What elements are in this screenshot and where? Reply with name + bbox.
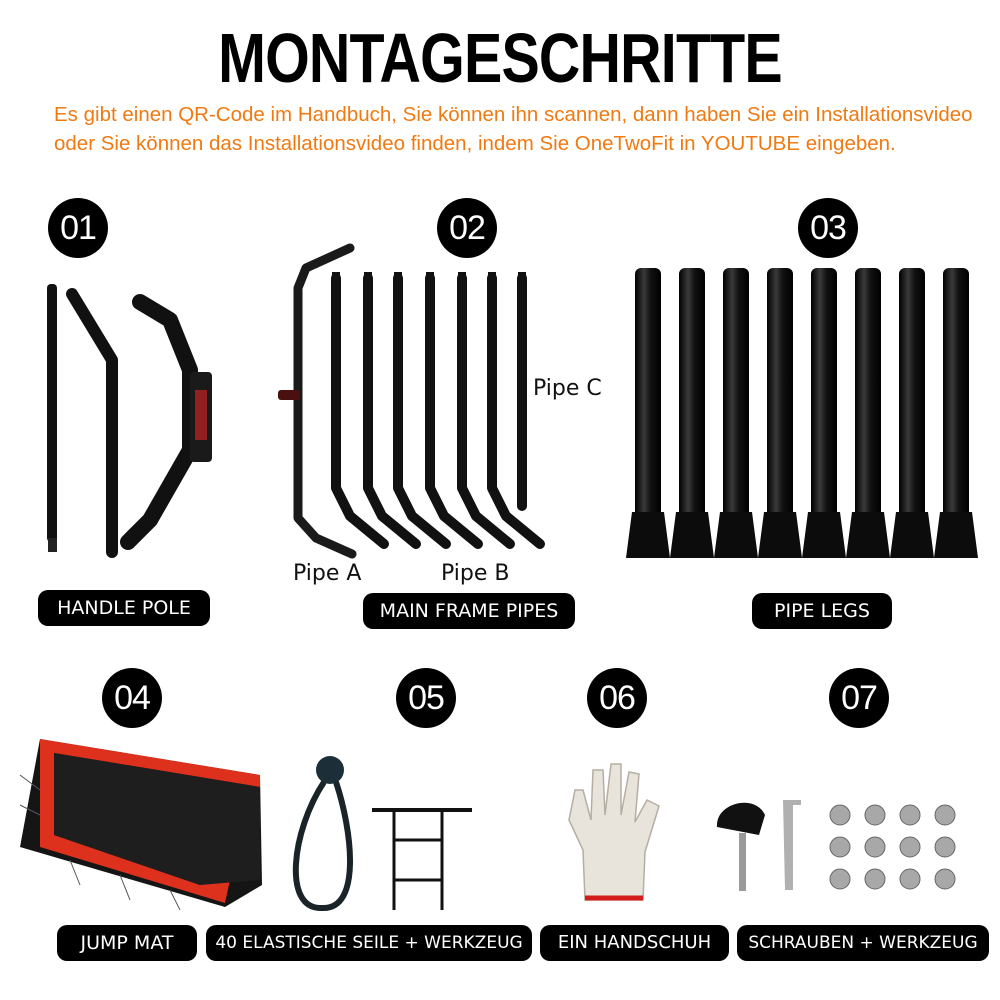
screws-tools-image: [715, 785, 985, 900]
label-pipe-legs: PIPE LEGS: [752, 593, 892, 629]
pipe-c-label: Pipe C: [533, 376, 602, 401]
label-screws-tools: SCHRAUBEN + WERKZEUG: [737, 925, 989, 961]
jump-mat-image: [10, 735, 265, 915]
intro-text: Es gibt einen QR-Code im Handbuch, Sie können ihn scannen, dann haben Sie ein Installationsvideo oder Sie können das Installationsvideo finden, indem Sie OneTwoFit in YOUTUBE eingeben.: [54, 103, 973, 155]
step-number-01: 01: [48, 198, 108, 258]
step-number-04: 04: [102, 668, 162, 728]
label-handle-pole: HANDLE POLE: [38, 590, 210, 626]
step-number-05: 05: [396, 668, 456, 728]
step-number-02: 02: [437, 198, 497, 258]
elastic-ropes-image: [282, 740, 482, 920]
page-title: MONTAGESCHRITTE: [218, 19, 782, 97]
pipe-b-label: Pipe B: [441, 561, 510, 586]
glove-image: [565, 760, 665, 910]
main-frame-pipes-image: [270, 238, 570, 568]
label-glove: EIN HANDSCHUH: [540, 925, 729, 961]
pipe-a-label: Pipe A: [293, 561, 362, 586]
label-elastic-ropes: 40 ELASTISCHE SEILE + WERKZEUG: [206, 925, 532, 961]
step-number-03: 03: [798, 198, 858, 258]
pipe-legs-image: [620, 262, 990, 562]
step-number-07: 07: [829, 668, 889, 728]
label-main-frame-pipes: MAIN FRAME PIPES: [363, 593, 575, 629]
step-number-06: 06: [587, 668, 647, 728]
handle-pole-image: [30, 280, 250, 570]
label-jump-mat: JUMP MAT: [57, 925, 197, 961]
